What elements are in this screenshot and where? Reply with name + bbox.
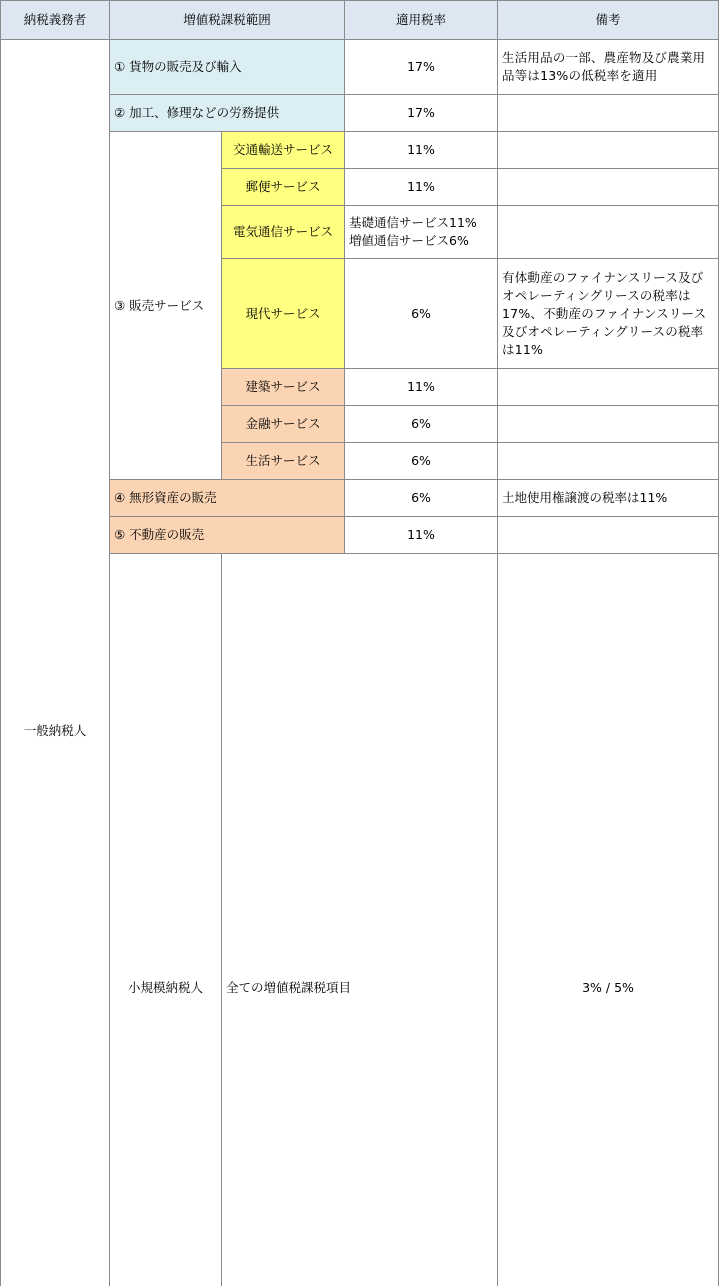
- rate-postal: 11%: [345, 169, 498, 206]
- header-taxpayer: 納税義務者: [1, 1, 110, 40]
- rate-modern: 6%: [345, 259, 498, 369]
- note-intangible: 土地使用権譲渡の税率は11%: [498, 480, 719, 517]
- note-construction: [498, 369, 719, 406]
- rate-intangible: 6%: [345, 480, 498, 517]
- service-transport: 交通輸送サービス: [222, 132, 345, 169]
- rate-transport: 11%: [345, 132, 498, 169]
- rate-processing: 17%: [345, 95, 498, 132]
- rate-construction: 11%: [345, 369, 498, 406]
- service-finance: 金融サービス: [222, 406, 345, 443]
- service-construction: 建築サービス: [222, 369, 345, 406]
- general-taxpayer-label: 一般納税人: [1, 40, 110, 1286]
- header-rate: 適用税率: [345, 1, 498, 40]
- note-finance: [498, 406, 719, 443]
- note-processing: [498, 95, 719, 132]
- note-realestate: [498, 517, 719, 554]
- header-scope: 増値税課税範囲: [110, 1, 345, 40]
- rate-goods: 17%: [345, 40, 498, 95]
- service-postal: 郵便サービス: [222, 169, 345, 206]
- note-transport: [498, 132, 719, 169]
- rate-living: 6%: [345, 443, 498, 480]
- note-goods: 生活用品の一部、農産物及び農業用品等は13%の低税率を適用: [498, 40, 719, 95]
- scope-services: ③ 販売サービス: [110, 132, 222, 480]
- note-postal: [498, 169, 719, 206]
- note-telecom: [498, 206, 719, 259]
- rate-finance: 6%: [345, 406, 498, 443]
- rate-realestate: 11%: [345, 517, 498, 554]
- header-remarks: 備考: [498, 1, 719, 40]
- scope-goods: ① 貨物の販売及び輸入: [110, 40, 345, 95]
- service-living: 生活サービス: [222, 443, 345, 480]
- scope-processing: ② 加工、修理などの労務提供: [110, 95, 345, 132]
- note-living: [498, 443, 719, 480]
- rate-telecom: [345, 206, 498, 259]
- small-taxpayer-label: 小規模納税人: [110, 554, 222, 1286]
- service-modern: 現代サービス: [222, 259, 345, 369]
- scope-intangible: ④ 無形資産の販売: [110, 480, 345, 517]
- rate-telecom-basic: 基礎通信サービス11%: [349, 214, 493, 232]
- scope-small: 全ての増値税課税項目: [222, 554, 498, 1286]
- note-modern: 有体動産のファイナンスリース及びオペレーティングリースの税率は17%、不動産のファイナンスリース及びオペレーティングリースの税率は11%: [498, 259, 719, 369]
- table-row: [1, 40, 719, 95]
- rate-small: 3% / 5%: [498, 554, 719, 1286]
- header-row: [1, 1, 719, 40]
- scope-realestate: ⑤ 不動産の販売: [110, 517, 345, 554]
- service-telecom: 電気通信サービス: [222, 206, 345, 259]
- rate-telecom-value-added: 増値通信サービス6%: [349, 232, 493, 250]
